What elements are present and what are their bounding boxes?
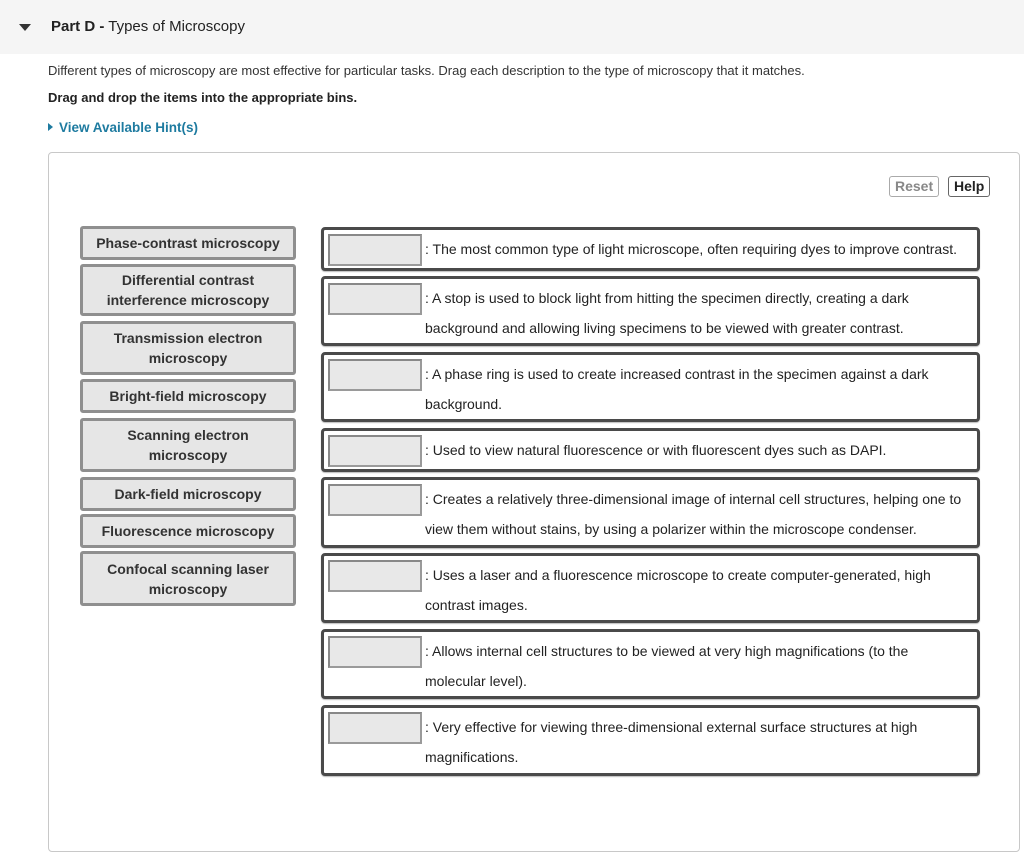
drop-target-slot[interactable] xyxy=(328,435,422,467)
drop-bin[interactable] xyxy=(321,428,980,472)
term-differential-contrast-interference[interactable]: Differential contrast interference microscopy xyxy=(80,264,296,316)
bin-description: : A phase ring is used to create increased contrast in the specimen against a dark background. xyxy=(425,366,929,412)
drop-bin[interactable] xyxy=(321,553,980,623)
drop-target-slot[interactable] xyxy=(328,484,422,516)
reset-button[interactable]: Reset xyxy=(889,176,939,197)
drop-bin[interactable] xyxy=(321,352,980,422)
term-bright-field[interactable]: Bright-field microscopy xyxy=(80,379,296,413)
part-header xyxy=(0,0,1024,54)
collapse-triangle-icon[interactable] xyxy=(19,24,31,31)
drop-target-slot[interactable] xyxy=(328,283,422,315)
bin-description: : The most common type of light microscope, often requiring dyes to improve contrast. xyxy=(425,241,957,257)
drop-target-slot[interactable] xyxy=(328,234,422,266)
drop-target-slot[interactable] xyxy=(328,712,422,744)
term-confocal-scanning-laser[interactable]: Confocal scanning laser microscopy xyxy=(80,551,296,606)
term-dark-field[interactable]: Dark-field microscopy xyxy=(80,477,296,511)
bin-description: : Used to view natural fluorescence or with fluorescent dyes such as DAPI. xyxy=(425,442,887,458)
part-title-text: Types of Microscopy xyxy=(108,18,245,35)
term-fluorescence[interactable]: Fluorescence microscopy xyxy=(80,514,296,548)
bin-description: : Uses a laser and a fluorescence microscope to create computer-generated, high contrast images. xyxy=(425,567,931,613)
part-title xyxy=(51,18,245,35)
drop-target-slot[interactable] xyxy=(328,636,422,668)
drop-bin[interactable] xyxy=(321,705,980,776)
drag-instruction: Drag and drop the items into the appropriate bins. xyxy=(48,90,358,105)
drop-target-slot[interactable] xyxy=(328,560,422,592)
drop-bin[interactable] xyxy=(321,629,980,699)
part-label: Part D - xyxy=(51,18,105,35)
drop-bin[interactable] xyxy=(321,227,980,271)
view-hints-link[interactable] xyxy=(48,120,198,135)
bin-description: : Very effective for viewing three-dimensional external surface structures at high magnifications. xyxy=(425,719,918,765)
caret-right-icon xyxy=(48,123,53,131)
term-phase-contrast[interactable]: Phase-contrast microscopy xyxy=(80,226,296,260)
drop-bin[interactable] xyxy=(321,276,980,346)
bin-description: : Creates a relatively three-dimensional image of internal cell structures, helping one to view them without stains, by using a polarizer within the microscope condenser. xyxy=(425,491,962,537)
bin-description: : Allows internal cell structures to be viewed at very high magnifications (to the molecular level). xyxy=(425,643,909,689)
bin-description: : A stop is used to block light from hitting the specimen directly, creating a dark background and allowing living specimens to be viewed with greater contrast. xyxy=(425,290,909,336)
instructions-text: Different types of microscopy are most effective for particular tasks. Drag each description to the type of microscopy that it matches. xyxy=(48,63,805,78)
drop-target-slot[interactable] xyxy=(328,359,422,391)
help-button[interactable]: Help xyxy=(948,176,990,197)
view-hints-label: View Available Hint(s) xyxy=(59,120,199,135)
term-transmission-electron[interactable]: Transmission electron microscopy xyxy=(80,321,296,375)
term-scanning-electron[interactable]: Scanning electron microscopy xyxy=(80,418,296,472)
drop-bin[interactable] xyxy=(321,477,980,548)
